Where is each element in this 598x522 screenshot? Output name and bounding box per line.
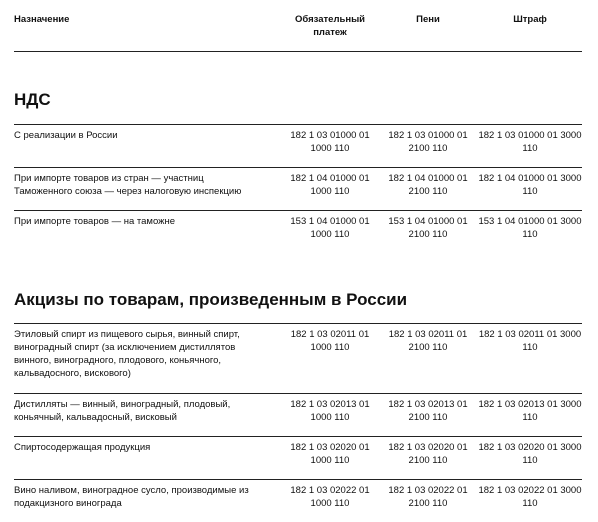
row-penalty-code: 182 1 03 02022 01 2100 110: [388, 485, 468, 509]
header-fine: Штраф: [513, 14, 547, 25]
row-penalty-code: 182 1 03 02011 01 2100 110: [388, 329, 468, 353]
row-name: Дистилляты — винный, виноградный, плодовый, коньячный, кальвадосный, висковый: [14, 399, 231, 423]
row-fine-code: 182 1 03 01000 01 3000 110: [478, 130, 582, 154]
row-name: Вино наливом, виноградное сусло, производимые из подакцизного винограда: [14, 485, 249, 509]
row-name: С реализации в России: [14, 130, 118, 141]
row-payment-code: 153 1 04 01000 01 1000 110: [290, 216, 370, 240]
row-payment-code: 182 1 03 01000 01 1000 110: [290, 130, 370, 154]
row-penalty-code: 182 1 03 02020 01 2100 110: [388, 442, 468, 466]
section-title-vat: НДС: [14, 90, 51, 109]
table-row: [14, 210, 582, 254]
table-row: [14, 393, 582, 437]
row-penalty-code: 153 1 04 01000 01 2100 110: [388, 216, 468, 240]
row-fine-code: 182 1 04 01000 01 3000 110: [478, 173, 582, 197]
table-header: [14, 0, 582, 52]
header-purpose: Назначение: [14, 14, 70, 25]
row-fine-code: 182 1 03 02020 01 3000 110: [478, 442, 582, 466]
row-penalty-code: 182 1 03 01000 01 2100 110: [388, 130, 468, 154]
row-penalty-code: 182 1 03 02013 01 2100 110: [388, 399, 468, 423]
kbk-table: [14, 0, 582, 509]
section-title-excise: Акцизы по товарам, произведенным в России: [14, 290, 408, 309]
row-name: Этиловый спирт из пищевого сырья, винный спирт, виноградный спирт (за исключением дистиллятов винного, виноградного, плодового, коньячного, кальвадосного, вискового): [14, 329, 240, 379]
row-payment-code: 182 1 03 02020 01 1000 110: [290, 442, 370, 466]
table-row: [14, 436, 582, 480]
header-penalty: Пени: [416, 14, 440, 25]
row-name: При импорте товаров из стран — участниц Таможенного союза — через налоговую инспекцию: [14, 173, 242, 197]
row-name: Спиртосодержащая продукция: [14, 442, 151, 453]
row-fine-code: 182 1 03 02013 01 3000 110: [478, 399, 582, 423]
row-name: При импорте товаров — на таможне: [14, 216, 175, 227]
row-payment-code: 182 1 03 02022 01 1000 110: [290, 485, 370, 509]
row-payment-code: 182 1 03 02013 01 1000 110: [290, 399, 370, 423]
table-row: [14, 124, 582, 168]
row-fine-code: 153 1 04 01000 01 3000 110: [478, 216, 582, 240]
header-payment: Обязательный платеж: [294, 14, 366, 38]
row-fine-code: 182 1 03 02011 01 3000 110: [478, 329, 582, 353]
table-row: [14, 167, 582, 211]
row-payment-code: 182 1 03 02011 01 1000 110: [290, 329, 370, 353]
table-row: [14, 323, 582, 393]
row-fine-code: 182 1 03 02022 01 3000 110: [478, 485, 582, 509]
table-row: [14, 479, 582, 522]
row-penalty-code: 182 1 04 01000 01 2100 110: [388, 173, 468, 197]
row-payment-code: 182 1 04 01000 01 1000 110: [290, 173, 370, 197]
